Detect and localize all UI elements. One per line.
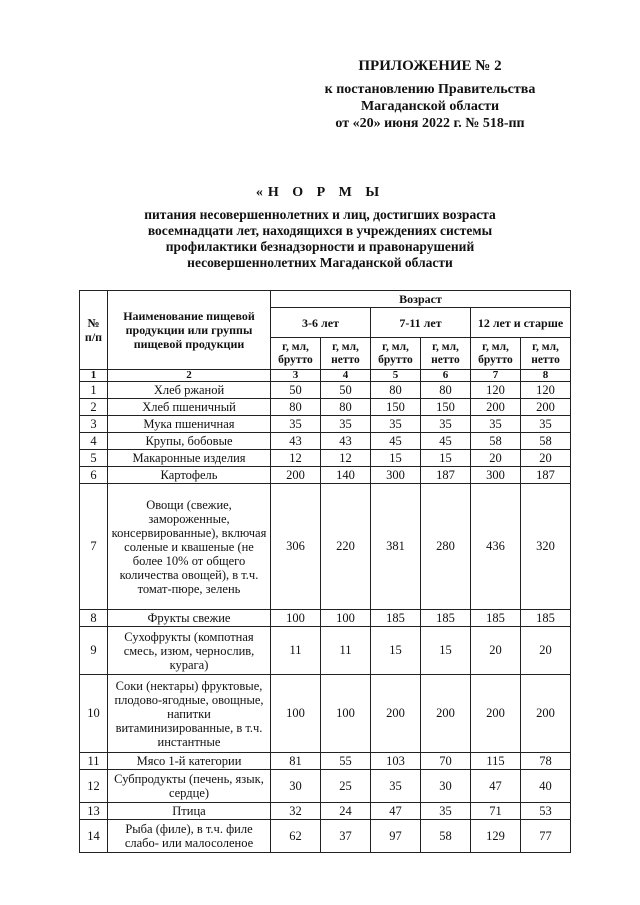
header-brutto: г, мл, брутто [371,338,421,370]
norm-value: 150 [371,399,421,416]
norm-value: 140 [321,467,371,484]
norms-subtitle [100,207,540,271]
norm-value: 45 [371,433,421,450]
norm-value: 20 [471,450,521,467]
norm-value: 58 [521,433,571,450]
product-name: Хлеб ржаной [108,382,271,399]
norm-value: 185 [421,610,471,627]
column-number: 4 [321,370,371,382]
norm-value: 15 [371,450,421,467]
table-row [80,675,571,753]
norm-value: 11 [321,627,371,675]
norms-title: «Н О Р М Ы [255,185,385,200]
norm-value: 71 [471,803,521,820]
norm-value: 200 [371,675,421,753]
column-number: 6 [421,370,471,382]
row-number: 2 [80,399,108,416]
norm-value: 62 [271,820,321,853]
table-row [80,820,571,853]
norm-value: 58 [471,433,521,450]
product-name: Рыба (филе), в т.ч. филе слабо- или малосоленое [108,820,271,853]
norm-value: 200 [421,675,471,753]
product-name: Макаронные изделия [108,450,271,467]
column-number: 7 [471,370,521,382]
norm-value: 50 [321,382,371,399]
header-netto: г, мл, нетто [521,338,571,370]
appendix-line-2: Магаданской области [360,99,500,114]
norm-value: 100 [321,675,371,753]
norm-value: 80 [271,399,321,416]
norm-value: 320 [521,484,571,610]
norm-value: 15 [421,627,471,675]
norm-value: 129 [471,820,521,853]
norm-value: 80 [371,382,421,399]
table-row [80,416,571,433]
norm-value: 25 [321,770,371,803]
norm-value: 150 [421,399,471,416]
table-row [80,770,571,803]
table-row [80,382,571,399]
product-name: Фрукты свежие [108,610,271,627]
header-netto: г, мл, нетто [321,338,371,370]
appendix-title: ПРИЛОЖЕНИЕ № 2 [358,58,502,74]
norm-value: 81 [271,753,321,770]
norm-value: 200 [471,399,521,416]
table-row [80,484,571,610]
header-brutto: г, мл, брутто [271,338,321,370]
column-number: 5 [371,370,421,382]
norm-value: 200 [521,399,571,416]
norm-value: 100 [271,675,321,753]
norm-value: 47 [371,803,421,820]
norm-value: 47 [471,770,521,803]
norm-value: 58 [421,820,471,853]
norm-value: 35 [321,416,371,433]
table-row [80,610,571,627]
row-number: 6 [80,467,108,484]
product-name: Мясо 1-й категории [108,753,271,770]
norm-value: 35 [521,416,571,433]
norms-table [79,290,571,853]
norm-value: 306 [271,484,321,610]
row-number: 9 [80,627,108,675]
norm-value: 15 [421,450,471,467]
row-number: 12 [80,770,108,803]
product-name: Субпродукты (печень, язык, сердце) [108,770,271,803]
row-number: 13 [80,803,108,820]
norm-value: 381 [371,484,421,610]
norm-value: 35 [421,416,471,433]
norm-value: 436 [471,484,521,610]
norms-subtitle-line-4: несовершеннолетних Магаданской области [187,255,453,270]
norm-value: 200 [271,467,321,484]
table-row [80,399,571,416]
header-netto: г, мл, нетто [421,338,471,370]
product-name: Соки (нектары) фруктовые, плодово-ягодные, овощные, напитки витаминизированные, в т.ч. инстантные [108,675,271,753]
table-row [80,627,571,675]
norm-value: 12 [321,450,371,467]
norm-value: 20 [521,627,571,675]
row-number: 7 [80,484,108,610]
product-name: Овощи (свежие, замороженные, консервированные), включая соленые и квашеные (не более 10% от общего количества овощей), в т.ч. томат-пюре, зелень [108,484,271,610]
norm-value: 37 [321,820,371,853]
norm-value: 120 [471,382,521,399]
norm-value: 15 [371,627,421,675]
row-number: 14 [80,820,108,853]
norm-value: 78 [521,753,571,770]
column-number: 2 [108,370,271,382]
norm-value: 43 [271,433,321,450]
norms-subtitle-line-1: питания несовершеннолетних и лиц, достигших возраста [144,207,496,222]
appendix-header [300,58,560,132]
appendix-line-3: от «20» июня 2022 г. № 518-пп [335,116,525,131]
norm-value: 187 [521,467,571,484]
norm-value: 40 [521,770,571,803]
header-product-name: Наименование пищевой продукции или группы пищевой продукции [108,291,271,370]
product-name: Мука пшеничная [108,416,271,433]
norm-value: 50 [271,382,321,399]
norm-value: 30 [421,770,471,803]
norm-value: 200 [471,675,521,753]
row-number: 11 [80,753,108,770]
norm-value: 187 [421,467,471,484]
header-age: Возраст [271,291,571,308]
norm-value: 20 [471,627,521,675]
norm-value: 100 [271,610,321,627]
norm-value: 70 [421,753,471,770]
product-name: Сухофрукты (компотная смесь, изюм, чернослив, курага) [108,627,271,675]
norm-value: 185 [471,610,521,627]
table-row [80,753,571,770]
norm-value: 12 [271,450,321,467]
norm-value: 24 [321,803,371,820]
header-age-3-6: 3-6 лет [271,308,371,338]
column-number: 8 [521,370,571,382]
row-number: 5 [80,450,108,467]
table-row [80,467,571,484]
table-row [80,803,571,820]
header-age-7-11: 7-11 лет [371,308,471,338]
column-number: 3 [271,370,321,382]
norm-value: 300 [471,467,521,484]
norm-value: 200 [521,675,571,753]
norm-value: 97 [371,820,421,853]
norm-value: 45 [421,433,471,450]
header-number: № п/п [80,291,108,370]
norm-value: 11 [271,627,321,675]
norm-value: 80 [321,399,371,416]
norms-table-body [80,382,571,853]
header-age-12-plus: 12 лет и старше [471,308,571,338]
table-row [80,450,571,467]
norm-value: 185 [521,610,571,627]
norm-value: 77 [521,820,571,853]
norm-value: 53 [521,803,571,820]
row-number: 1 [80,382,108,399]
row-number: 4 [80,433,108,450]
norm-value: 103 [371,753,421,770]
norm-value: 35 [471,416,521,433]
row-number: 8 [80,610,108,627]
norm-value: 35 [371,770,421,803]
norm-value: 115 [471,753,521,770]
norm-value: 220 [321,484,371,610]
norm-value: 20 [521,450,571,467]
product-name: Картофель [108,467,271,484]
norm-value: 32 [271,803,321,820]
norm-value: 120 [521,382,571,399]
table-row [80,433,571,450]
norms-subtitle-line-2: восемнадцати лет, находящихся в учреждениях системы [147,223,493,238]
norm-value: 80 [421,382,471,399]
row-number: 10 [80,675,108,753]
norms-subtitle-line-3: профилактики безнадзорности и правонарушений [165,239,475,254]
norm-value: 35 [371,416,421,433]
product-name: Крупы, бобовые [108,433,271,450]
product-name: Птица [108,803,271,820]
row-number: 3 [80,416,108,433]
norm-value: 35 [421,803,471,820]
norm-value: 35 [271,416,321,433]
norm-value: 280 [421,484,471,610]
norm-value: 30 [271,770,321,803]
header-brutto: г, мл, брутто [471,338,521,370]
product-name: Хлеб пшеничный [108,399,271,416]
appendix-line-1: к постановлению Правительства [324,82,536,97]
norm-value: 185 [371,610,421,627]
norm-value: 55 [321,753,371,770]
column-number: 1 [80,370,108,382]
norm-value: 43 [321,433,371,450]
norm-value: 300 [371,467,421,484]
norm-value: 100 [321,610,371,627]
